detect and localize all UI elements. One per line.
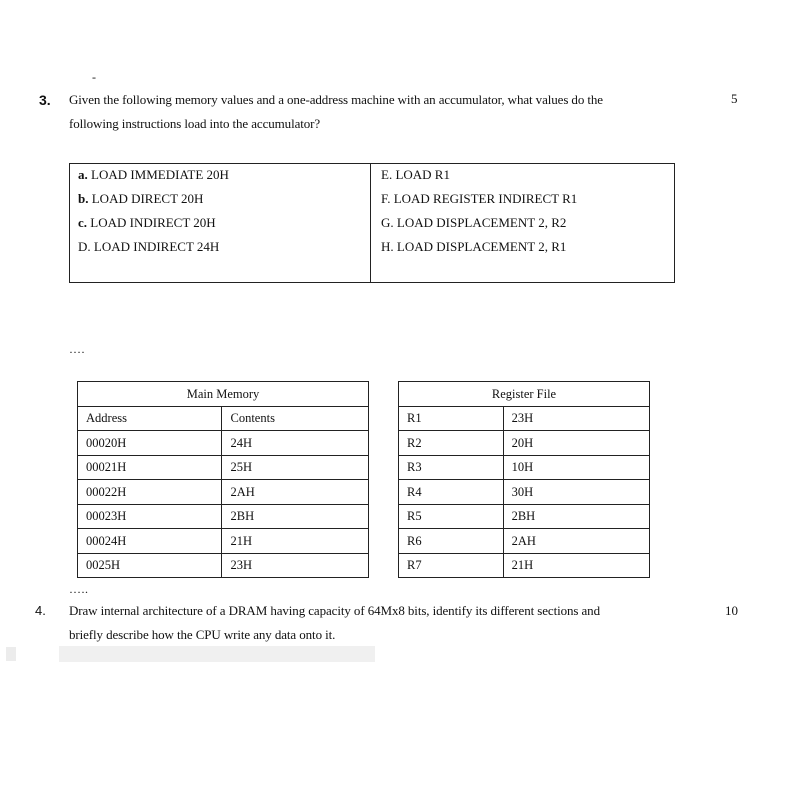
address-header: Address bbox=[78, 406, 222, 431]
table-row bbox=[78, 553, 369, 578]
table-row bbox=[78, 431, 369, 456]
register-file-title: Register File bbox=[399, 382, 650, 407]
register-file-table bbox=[398, 381, 650, 578]
address-cell: 00023H bbox=[78, 504, 222, 529]
question-4-marks: 10 bbox=[725, 603, 738, 618]
contents-cell: 2BH bbox=[222, 504, 369, 529]
main-memory-header-row bbox=[78, 406, 369, 431]
question-4-text-line-1: Draw internal architecture of a DRAM having capacity of 64Mx8 bits, identify its different sections and bbox=[69, 603, 600, 618]
table-row bbox=[78, 480, 369, 505]
register-name-cell: R3 bbox=[399, 455, 504, 480]
register-name-cell: R1 bbox=[399, 406, 504, 431]
register-value-cell: 10H bbox=[503, 455, 649, 480]
option-h: H. LOAD DISPLACEMENT 2, R1 bbox=[381, 239, 567, 254]
register-value-cell: 2AH bbox=[503, 529, 649, 554]
option-g: G. LOAD DISPLACEMENT 2, R2 bbox=[381, 215, 567, 230]
table-row bbox=[78, 504, 369, 529]
register-value-cell: 21H bbox=[503, 553, 649, 578]
contents-cell: 21H bbox=[222, 529, 369, 554]
register-name-cell: R2 bbox=[399, 431, 504, 456]
question-3-number: 3. bbox=[39, 92, 51, 108]
register-value-cell: 30H bbox=[503, 480, 649, 505]
ellipsis-2: ….. bbox=[69, 582, 89, 596]
instruction-options-table bbox=[69, 163, 675, 283]
register-value-cell: 2BH bbox=[503, 504, 649, 529]
options-left-column bbox=[70, 164, 371, 282]
main-memory-table bbox=[77, 381, 369, 578]
register-name-cell: R5 bbox=[399, 504, 504, 529]
register-name-cell: R7 bbox=[399, 553, 504, 578]
option-d: D. LOAD INDIRECT 24H bbox=[78, 239, 220, 254]
contents-header: Contents bbox=[222, 406, 369, 431]
table-row bbox=[399, 504, 650, 529]
register-name-cell: R4 bbox=[399, 480, 504, 505]
options-right-column bbox=[371, 164, 674, 282]
option-c: c. LOAD INDIRECT 20H bbox=[78, 215, 216, 230]
table-row bbox=[399, 480, 650, 505]
address-cell: 00022H bbox=[78, 480, 222, 505]
question-4-number: 4. bbox=[35, 603, 46, 618]
address-cell: 00024H bbox=[78, 529, 222, 554]
contents-cell: 24H bbox=[222, 431, 369, 456]
table-row bbox=[399, 553, 650, 578]
table-row bbox=[399, 529, 650, 554]
table-row bbox=[399, 455, 650, 480]
ellipsis-1: …. bbox=[69, 342, 85, 356]
address-cell: 00021H bbox=[78, 455, 222, 480]
question-3-text-line-1: Given the following memory values and a one-address machine with an accumulator, what values do the bbox=[69, 92, 603, 107]
table-row bbox=[399, 406, 650, 431]
question-3-marks: 5 bbox=[731, 91, 738, 106]
address-cell: 0025H bbox=[78, 553, 222, 578]
margin-marker bbox=[6, 647, 16, 661]
option-b: b. LOAD DIRECT 20H bbox=[78, 191, 204, 206]
register-value-cell: 23H bbox=[503, 406, 649, 431]
contents-cell: 23H bbox=[222, 553, 369, 578]
table-row bbox=[399, 431, 650, 456]
shaded-answer-line bbox=[59, 646, 375, 662]
main-memory-title: Main Memory bbox=[78, 382, 369, 407]
option-a: a. LOAD IMMEDIATE 20H bbox=[78, 167, 229, 182]
address-cell: 00020H bbox=[78, 431, 222, 456]
table-row bbox=[78, 529, 369, 554]
stray-mark: - bbox=[92, 70, 96, 84]
register-value-cell: 20H bbox=[503, 431, 649, 456]
option-e: E. LOAD R1 bbox=[381, 167, 450, 182]
question-3-text-line-2: following instructions load into the accumulator? bbox=[69, 116, 321, 131]
question-4-text-line-2: briefly describe how the CPU write any data onto it. bbox=[69, 627, 336, 642]
register-name-cell: R6 bbox=[399, 529, 504, 554]
option-f: F. LOAD REGISTER INDIRECT R1 bbox=[381, 191, 578, 206]
table-row bbox=[78, 455, 369, 480]
contents-cell: 2AH bbox=[222, 480, 369, 505]
contents-cell: 25H bbox=[222, 455, 369, 480]
